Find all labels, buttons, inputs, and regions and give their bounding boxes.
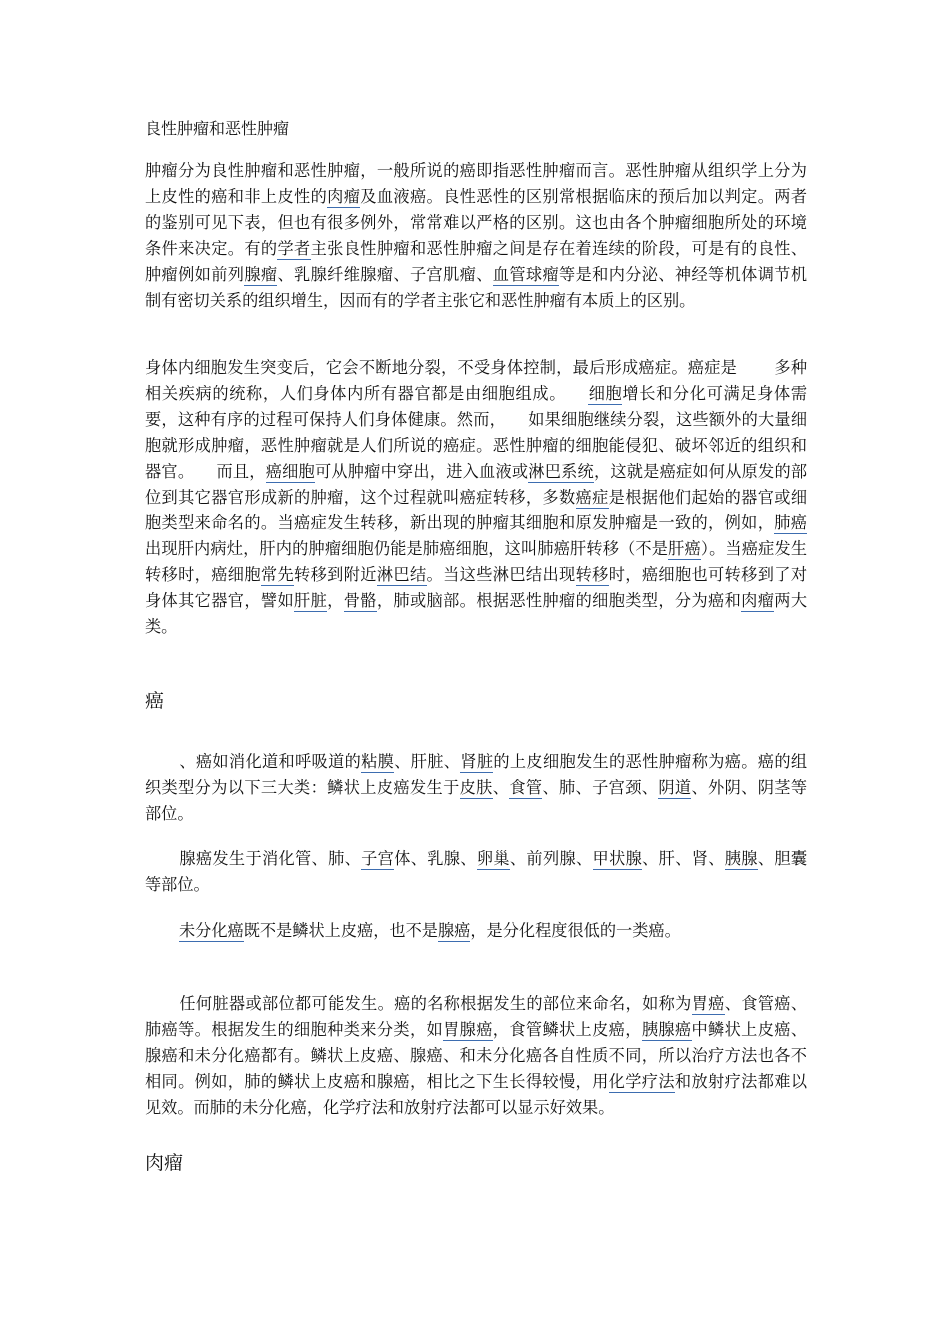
link-cancer[interactable]: 癌症 [575,487,609,507]
text-run: 、肺、子宫颈、 [542,777,659,797]
link-lymphatic-system[interactable]: 淋巴系统 [528,461,594,481]
link-lung-cancer[interactable]: 肺癌 [774,513,807,533]
text-run: 、乳腺纤维腺瘤、子宫肌瘤、 [277,264,493,284]
text-run: 、前列腺、 [509,849,593,868]
link-bone[interactable]: 骨骼 [343,591,377,611]
paragraph-cancer-metastasis [145,355,807,640]
link-metastasis[interactable]: 转移 [575,565,609,585]
text-run: 而且， [216,461,266,481]
section-heading-sarcoma: 肉瘤 [145,1152,184,1174]
text-run: 肿瘤分为良性肿瘤和恶性肿瘤，一般所说的癌即指恶性肿瘤而言。恶性肿瘤从组织学上分为上皮性的癌和非上皮性的 [145,161,807,206]
paragraph-naming-treatment [145,991,807,1121]
paragraph-benign-malignant [145,158,807,313]
link-mucosa[interactable]: 粘膜 [361,752,395,771]
link-scholar[interactable]: 学者 [277,238,311,258]
text-run: 主张良性肿瘤和恶性肿瘤之间是存在着连续的阶段，可是有的良性、肿瘤例如前列 [145,238,808,284]
link-adenocarcinoma[interactable]: 腺癌 [438,921,471,940]
paragraph-adenocarcinoma [145,846,807,898]
text-run: 的上皮细胞发生的恶性肿瘤称为癌。癌的组织类型分为以下三大类：鳞状上皮癌发生于 [145,752,808,797]
text-run: 既不是鳞状上皮癌，也不是 [243,921,438,940]
link-sarcoma[interactable]: 肉瘤 [327,186,361,206]
text-run: 体、乳腺、 [394,849,477,868]
link-kidney[interactable]: 肾脏 [460,752,494,771]
text-run: ）。当癌症发生转移时，癌细胞 [145,539,808,585]
text-run: 等是和内分泌、神经等机体调节机制有密切关系的组织增生，因而有的学者主张它和恶性肿瘤有本质上的区别。 [145,264,808,310]
text-run: 身体内细胞发生突变后，它会不断地分裂，不受身体控制，最后形成癌症。癌症是 [145,358,738,377]
link-uterus[interactable]: 子宫 [361,849,395,868]
text-run: 如果细胞继续分裂，这些额外的大量细胞就形成肿瘤，恶性肿瘤就是人们所说的癌症。恶性肿瘤的细胞能侵犯、破坏邻近的组织和器官。 [145,409,808,481]
text-run: 中鳞状上皮癌、腺癌和未分化癌都有。鳞状上皮癌、腺癌、和未分化癌各自性质不同，所以治疗方法也各不相同。例如，肺的鳞状上皮癌和腺癌，相比之下生长得较慢，用 [145,1019,808,1091]
text-run: 任何脏器或部位都可能发生。癌的名称根据发生的部位来命名，如称为 [179,994,692,1013]
text-run: ，肺或脑部。根据恶性肿瘤的细胞类型，分为癌和 [376,591,742,611]
text-run: 出现肝内病灶，肝内的肿瘤细胞仍能是肺癌细胞，这叫肺癌肝转移（不是 [145,539,669,559]
text-run: 。当这些淋巴结出现 [426,565,576,585]
text-run: 、癌如消化道和呼吸道的 [179,752,362,771]
text-run: 、外阴、阴茎等部位。 [145,777,808,823]
text-run: 转移到附近 [294,565,377,585]
paragraph-undifferentiated [145,918,807,944]
link-gastric-adenocarcinoma[interactable]: 胃腺癌 [443,1019,493,1039]
text-run: 、肝脏、 [394,752,461,771]
document-title: 良性肿瘤和恶性肿瘤 [145,119,290,138]
link-liver[interactable]: 肝脏 [294,591,328,611]
text-run: 及血液癌。良性恶性的区别常根据临床的预后加以判定。两者的鉴别可见下表，但也有很多例外，常常难以严格的区别。这也由各个肿瘤细胞所处的环境条件来决定。有的 [145,186,808,258]
text-run: ，食管鳞状上皮癌， [492,1019,642,1039]
text-run: 腺癌发生于消化管、肺、 [179,849,362,868]
text-run: 是根据他们起始的器官或细胞类型来命名的。当癌症发生转移，新出现的肿瘤其细胞和原发肿瘤是一致的，例如， [145,487,808,533]
text-run: 两大类。 [145,591,808,637]
text-run: 、食管癌、肺癌等。根据发生的细胞种类来分类，如 [145,994,808,1039]
link-lymph-node[interactable]: 淋巴结 [376,565,427,585]
link-cell[interactable]: 细胞 [588,383,623,403]
text-run: 可从肿瘤中穿出，进入血液或 [314,461,529,481]
link-often-first[interactable]: 常先 [260,565,295,585]
link-adenoma[interactable]: 腺瘤 [244,264,278,284]
text-run: 增长和分化可满足身体需要，这种有序的过程可保持人们身体健康。然而， [145,383,808,429]
section-heading-cancer: 癌 [145,690,165,712]
text-run: 多种相关疾病的统称，人们身体内所有器官都是由细胞组成。 [145,358,808,403]
link-liver-cancer[interactable]: 肝癌 [668,539,701,559]
text-run: 、肝、肾、 [642,849,725,868]
link-chemotherapy[interactable]: 化学疗法 [608,1071,675,1091]
text-run: 时，癌细胞也可转移到了对身体其它器官，譬如 [145,565,808,611]
text-run: ，这就是癌症如何从原发的部位到其它器官形成新的肿瘤，这个过程就叫癌症转移，多数 [145,461,808,507]
link-pancreas[interactable]: 胰腺 [724,849,758,868]
text-run: 、 [492,777,510,797]
link-esophagus[interactable]: 食管 [509,777,543,797]
text-run: ， [327,591,344,611]
link-pancreatic-cancer[interactable]: 胰腺癌 [641,1019,692,1039]
link-cancer-cell[interactable]: 癌细胞 [265,461,315,481]
paragraph-carcinoma-types [145,749,807,827]
link-ovary[interactable]: 卵巢 [476,849,510,868]
link-sarcoma-2[interactable]: 肉瘤 [741,591,775,611]
link-glomus-tumor[interactable]: 血管球瘤 [492,264,560,284]
link-vagina[interactable]: 阴道 [658,777,692,797]
link-undifferentiated-carcinoma[interactable]: 未分化癌 [179,921,244,940]
link-skin[interactable]: 皮肤 [459,777,493,797]
link-thyroid[interactable]: 甲状腺 [592,849,643,868]
text-run: 和放射疗法都难以见效。而肺的未分化癌，化学疗法和放射疗法都可以显示好效果。 [145,1071,808,1117]
text-run: ，是分化程度很低的一类癌。 [470,921,681,940]
text-run: 、胆囊等部位。 [145,849,808,894]
link-gastric-cancer[interactable]: 胃癌 [691,994,725,1013]
